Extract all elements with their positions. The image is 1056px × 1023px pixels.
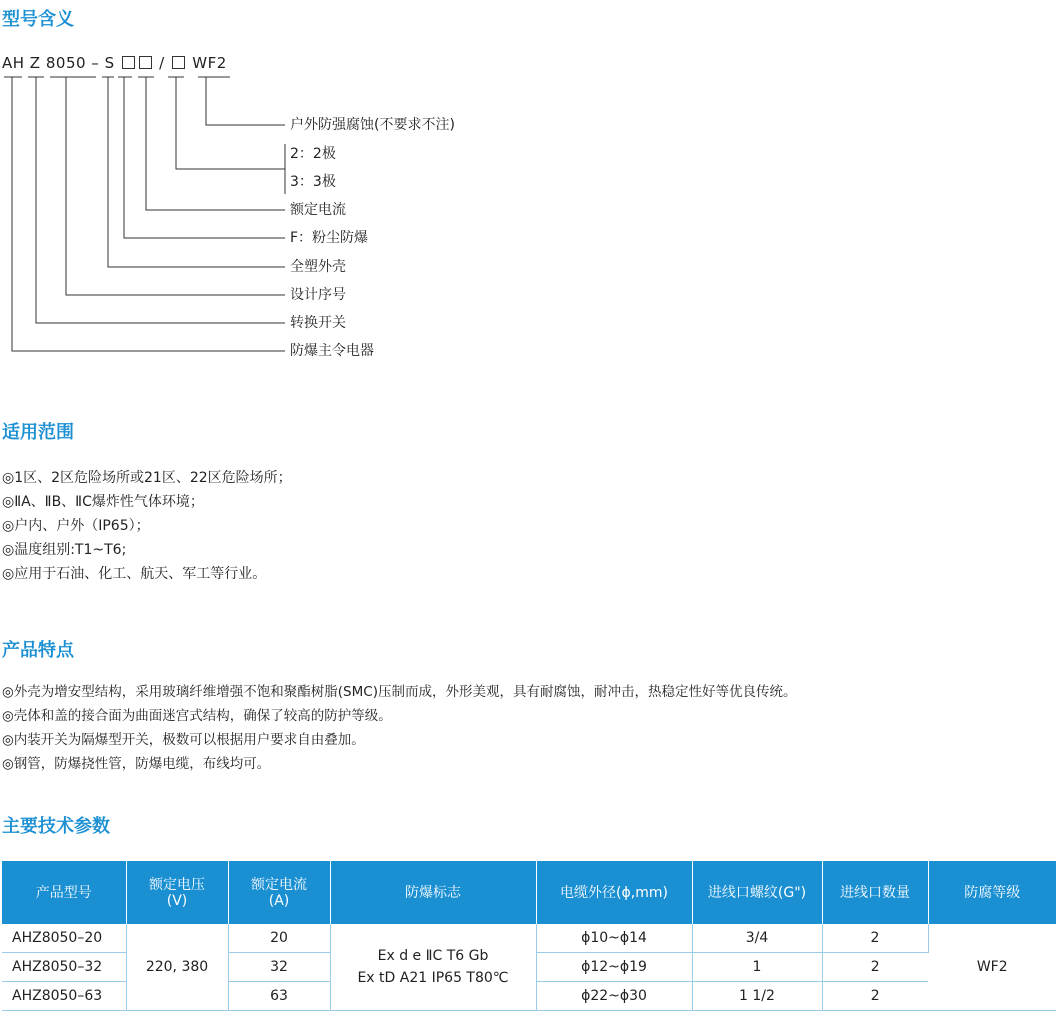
cell-thread: 1 1/2 [692,982,822,1011]
tree-label-anticorrosion: 户外防强腐蚀(不要求不注) [290,117,455,133]
tree-label-control-device: 防爆主令电器 [290,343,374,359]
header-anticorrosion: 防腐等级 [928,861,1056,924]
cell-inlets: 2 [822,924,928,953]
header-thread: 进线口螺纹(G") [692,861,822,924]
section-title-features: 产品特点 [2,640,74,661]
cell-current: 32 [228,953,330,982]
tree-label-dust-proof: F：粉尘防爆 [290,230,369,246]
model-code-suffix: WF2 [192,54,227,72]
feature-list [2,680,796,776]
feature-item: ◎壳体和盖的接合面为曲面迷宫式结构，确保了较高的防护等级。 [2,708,392,724]
cell-model: AHZ8050–32 [2,953,126,982]
tree-label-rated-current: 额定电流 [290,202,346,218]
feature-item: ◎内装开关为隔爆型开关，极数可以根据用户要求自由叠加。 [2,732,365,748]
application-item: ◎应用于石油、化工、航天、军工等行业。 [2,566,267,582]
tree-label-switch: 转换开关 [290,315,346,331]
cell-inlets: 2 [822,982,928,1011]
feature-item: ◎钢管，防爆挠性管，防爆电缆，布线均可。 [2,756,271,772]
header-voltage [126,861,228,924]
header-voltage-unit: (V) [166,892,188,909]
header-cable: 电缆外径(ϕ,mm) [536,861,692,924]
section-title-application: 适用范围 [2,422,74,443]
header-voltage-label: 额定电压 [149,876,205,893]
cell-thread: 3/4 [692,924,822,953]
cell-cable: ϕ22~ϕ30 [536,982,692,1011]
cell-inlets: 2 [822,953,928,982]
application-list [2,466,292,586]
feature-item: ◎外壳为增安型结构，采用玻璃纤维增强不饱和聚酯树脂(SMC)压制而成，外形美观，具有耐腐蚀，耐冲击，热稳定性好等优良传统。 [2,684,797,700]
application-item: ◎温度组别:T1~T6; [2,542,127,558]
tree-label-2-pole: 2：2极 [290,146,336,162]
cell-voltage: 220, 380 [126,924,228,1011]
tree-label-plastic-housing: 全塑外壳 [290,259,346,275]
ex-mark-line-1: Ex d e ⅡC T6 Gb [377,948,489,964]
application-item: ◎1区、2区危险场所或21区、22区危险场所； [2,470,292,486]
header-ex-mark: 防爆标志 [330,861,536,924]
model-code-prefix: AH Z 8050 – S [2,54,115,72]
section-title-parameters: 主要技术参数 [2,816,110,837]
header-current-label: 额定电流 [251,876,307,893]
header-current [228,861,330,924]
placeholder-box-3 [172,56,185,69]
tree-label-3-pole: 3：3极 [290,174,336,190]
parameters-table [2,861,1056,1011]
placeholder-box-1 [122,56,135,69]
cell-cable: ϕ10~ϕ14 [536,924,692,953]
placeholder-box-2 [139,56,152,69]
application-item: ◎户内、户外（IP65）； [2,518,150,534]
cell-thread: 1 [692,953,822,982]
tree-label-design-serial: 设计序号 [290,287,346,303]
cell-current: 20 [228,924,330,953]
header-inlets: 进线口数量 [822,861,928,924]
cell-model: AHZ8050–63 [2,982,126,1011]
application-item: ◎ⅡA、ⅡB、ⅡC爆炸性气体环境； [2,494,204,510]
table-header-row [2,861,1056,924]
cell-ex-mark [330,924,536,1011]
cell-current: 63 [228,982,330,1011]
cell-cable: ϕ12~ϕ19 [536,953,692,982]
cell-model: AHZ8050–20 [2,924,126,953]
model-code-slash: / [159,54,165,72]
table-row [2,924,1056,953]
section-title-model-meaning: 型号含义 [2,9,74,30]
header-model: 产品型号 [2,861,126,924]
header-current-unit: (A) [268,892,290,909]
ex-mark-line-2: Ex tD A21 IP65 T80℃ [357,970,509,986]
model-code-tree-lines [0,70,300,360]
cell-anticorrosion: WF2 [928,924,1056,1011]
